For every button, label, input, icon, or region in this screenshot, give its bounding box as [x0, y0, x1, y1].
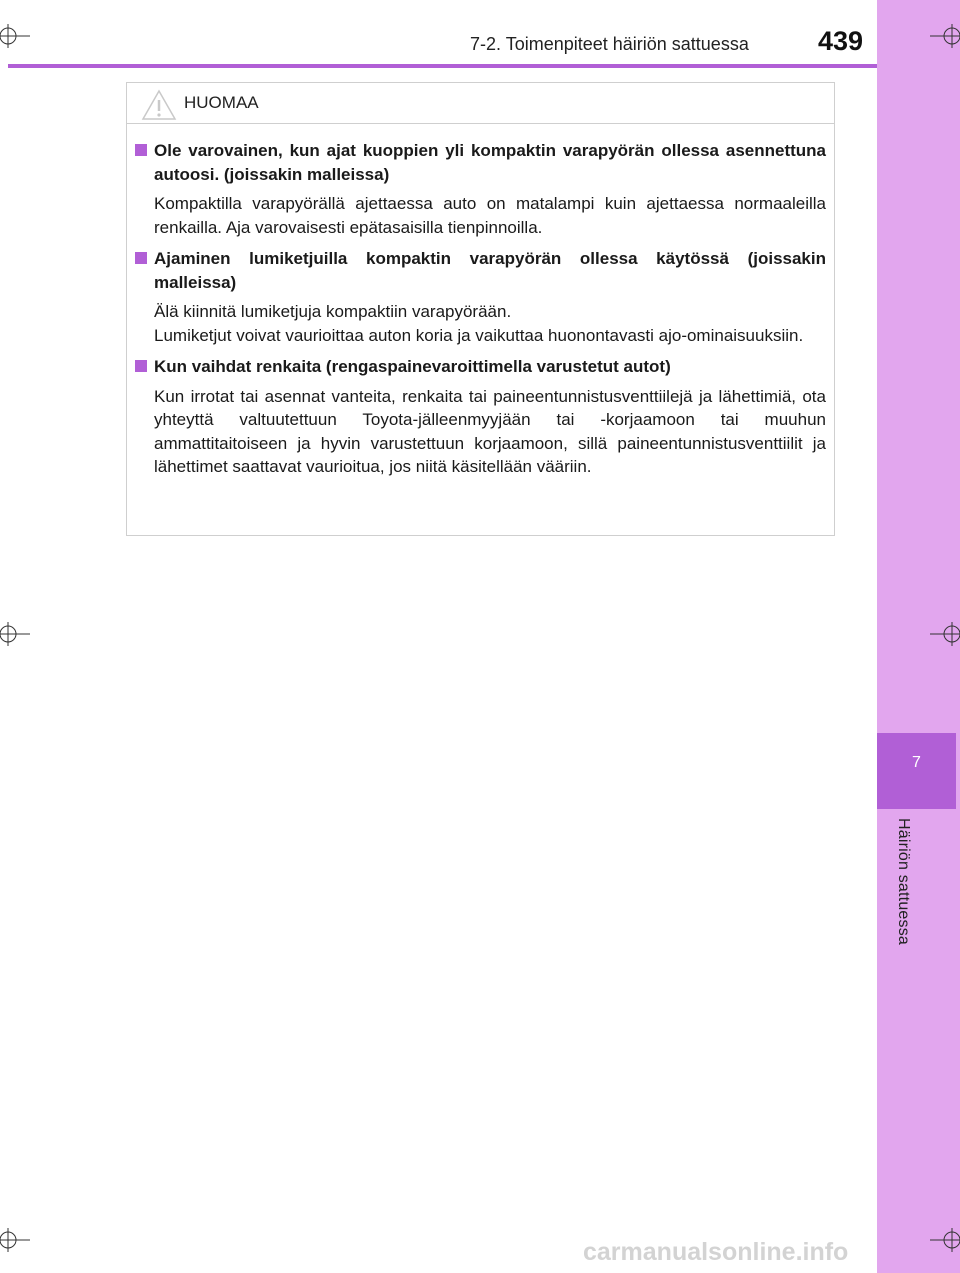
registration-mark-icon [0, 1220, 40, 1260]
item-text: Kompaktilla varapyörällä ajettaessa auto on matalampi kuin ajettaessa normaaleilla renkailla. Aja varovaisesti epätasaisilla tienpinnoilla. [154, 194, 826, 237]
item-heading: Ole varovainen, kun ajat kuoppien yli kompaktin varapyörän ollessa asennettuna autoosi. (joissakin malleissa) [154, 141, 826, 184]
notice-body [127, 124, 834, 479]
section-title: 7-2. Toimenpiteet häiriön sattuessa [470, 34, 749, 54]
watermark: carmanualsonline.info [583, 1238, 849, 1266]
registration-mark-icon [925, 614, 960, 654]
registration-mark-icon [0, 614, 40, 654]
warning-triangle-icon [141, 89, 177, 121]
registration-mark-icon [0, 16, 40, 56]
notice-item [135, 139, 826, 239]
header-rule [8, 64, 877, 68]
notice-box [126, 82, 835, 536]
item-text: Älä kiinnitä lumiketjuja kompaktiin varapyörään. [154, 302, 512, 321]
notice-item [135, 355, 826, 479]
notice-item [135, 247, 826, 347]
side-tab-label: Häiriön sattuessa [895, 818, 912, 946]
registration-mark-icon [925, 16, 960, 56]
page-number: 439 [818, 26, 864, 56]
notice-header [127, 83, 834, 124]
registration-mark-icon [925, 1220, 960, 1260]
notice-title: HUOMAA [184, 93, 259, 112]
bullet-square-icon [135, 360, 147, 372]
item-text: Kun irrotat tai asennat vanteita, renkaita tai paineentunnistusventtiilejä ja lähettimiä, ota yhteyttä valtuutettuun Toyota-jälleenmyyjään tai -korjaamoon tai muuhun ammattitaitoiseen ja hyvin varustettuun korjaamoon, sillä paineentunnistusventtiilit ja lähettimet saattavat vaurioitua, jos niitä käsitellään vääriin. [154, 386, 826, 476]
item-text: Lumiketjut voivat vaurioittaa auton koria ja vaikuttaa huonontavasti ajo-ominaisuuksiin. [154, 325, 804, 345]
item-heading: Kun vaihdat renkaita (rengaspainevaroittimella varustetut autot) [154, 357, 671, 376]
bullet-square-icon [135, 252, 147, 264]
item-heading: Ajaminen lumiketjuilla kompaktin varapyörän ollessa käytössä (joissakin malleissa) [154, 249, 826, 292]
bullet-square-icon [135, 144, 147, 156]
chapter-number: 7 [912, 754, 921, 771]
chapter-number-box [877, 733, 956, 809]
